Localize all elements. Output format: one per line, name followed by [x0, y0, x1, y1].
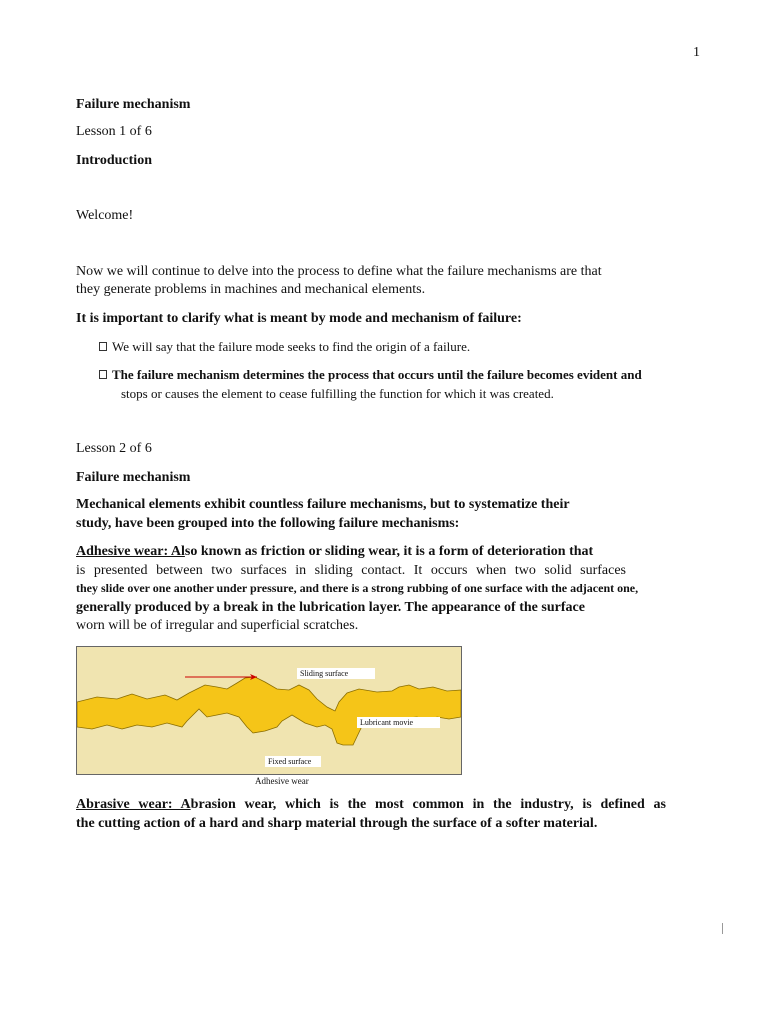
clarify-heading: It is important to clarify what is meant by mode and mechanism of failure: [76, 311, 522, 326]
abrasive-line1 [76, 797, 666, 813]
lesson-1-label: Lesson 1 of 6 [76, 124, 152, 139]
adhesive-line4: generally produced by a break in the lubrication layer. The appearance of the surface [76, 600, 585, 615]
page-edge-mark [722, 923, 723, 934]
adhesive-line1 [76, 544, 593, 560]
bullet-1-text: We will say that the failure mode seeks to find the origin of a failure. [112, 339, 471, 354]
fixed-surface-label: Fixed surface [265, 756, 321, 767]
bullet-2-text-line1: The failure mechanism determines the process that occurs until the failure becomes evident and [112, 367, 642, 382]
adhesive-line3: they slide over one another under pressure, and there is a strong rubbing of one surface with the adjacent one, [76, 581, 639, 595]
bullet-box-icon [99, 342, 107, 351]
figure-caption: Adhesive wear [255, 776, 309, 786]
bullet-box-icon [99, 370, 107, 379]
adhesive-wear-figure [76, 646, 462, 775]
abrasive-wear-term: Abrasive wear: A [76, 797, 191, 812]
adhesive-line2: is presented between two surfaces in sliding contact. It occurs when two solid surfaces [76, 563, 626, 578]
bullet-item-mode [99, 339, 470, 355]
lubricant-label: Lubricant movie [357, 717, 440, 728]
lubricant-layer [77, 677, 461, 745]
bullet-2-text-line2: stops or causes the element to cease fulfilling the function for which it was created. [121, 386, 554, 401]
document-title: Failure mechanism [76, 97, 191, 112]
adhesive-line1-rest: so known as friction or sliding wear, it is a form of deterioration that [184, 544, 594, 559]
page-number: 1 [693, 45, 700, 60]
adhesive-wear-term: Adhesive wear: Al [76, 544, 185, 559]
abrasive-line1-rest: brasion wear, which is the most common in the industry, is defined as [190, 797, 666, 812]
mechanical-paragraph-line2: study, have been grouped into the following failure mechanisms: [76, 516, 460, 531]
abrasive-line2: the cutting action of a hard and sharp material through the surface of a softer material. [76, 816, 598, 831]
adhesive-wear-diagram [77, 647, 461, 774]
abrasive-line1-wrap [76, 797, 666, 813]
introduction-heading: Introduction [76, 153, 152, 168]
adhesive-line5: worn will be of irregular and superficial scratches. [76, 618, 359, 633]
intro-paragraph-line2: they generate problems in machines and mechanical elements. [76, 282, 426, 297]
failure-mechanism-heading: Failure mechanism [76, 470, 191, 485]
bullet-item-mechanism [99, 367, 642, 383]
mechanical-paragraph-line1: Mechanical elements exhibit countless failure mechanisms, but to systematize their [76, 497, 570, 512]
sliding-surface-label: Sliding surface [297, 668, 375, 679]
adhesive-line2-wrap [76, 563, 626, 579]
lesson-2-label: Lesson 2 of 6 [76, 441, 152, 456]
intro-paragraph-line1: Now we will continue to delve into the process to define what the failure mechanisms are that [76, 264, 602, 279]
welcome-text: Welcome! [76, 208, 134, 223]
